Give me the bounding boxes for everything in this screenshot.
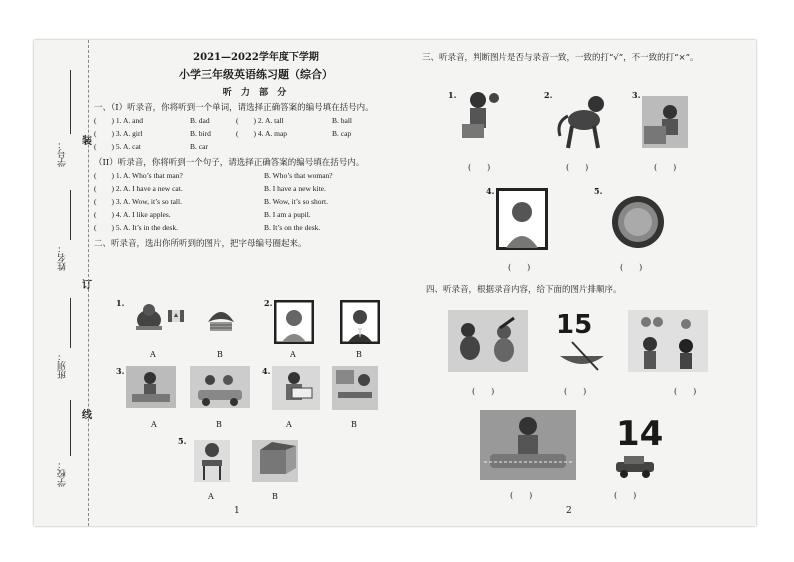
s2-5-option-b[interactable]: B bbox=[272, 492, 278, 501]
section4-heading: 四、听录音，根据录音内容，给下面的图片排顺序。 bbox=[426, 285, 622, 295]
section1-part2-heading: （II）听录音，你将听到一个句子，请选择正确答案的编号填在括号内。 bbox=[94, 158, 365, 168]
list-item: ( ) 1. A. and B. dad ( ) 2. A. tall B. ball bbox=[94, 116, 352, 125]
school-label: 学校： bbox=[58, 460, 68, 487]
exam-title: 小学三年级英语练习题（综合） bbox=[179, 68, 333, 81]
s3-num-5: 5. bbox=[594, 186, 603, 196]
cut-line bbox=[88, 40, 89, 526]
page-number-left: 1 bbox=[234, 506, 240, 516]
left-page bbox=[94, 48, 394, 250]
s3-num-1: 1. bbox=[448, 90, 457, 100]
list-item: ( ) 1. A. Who’s that man? B. Who’s that woman? bbox=[94, 171, 333, 180]
s2-boy-reading-icon bbox=[272, 366, 320, 410]
s4-girl-car-icon bbox=[480, 410, 576, 480]
s3-answer-4[interactable]: ( ) bbox=[508, 263, 531, 272]
binding-mark-2: 订 bbox=[82, 280, 92, 291]
s3-answer-3[interactable]: ( ) bbox=[654, 163, 677, 172]
s4-monkeys-icon bbox=[448, 310, 528, 372]
s4-answer-3[interactable]: ( ) bbox=[674, 387, 697, 396]
s2-box-icon bbox=[252, 440, 298, 482]
s2-num-3: 3. bbox=[116, 366, 125, 376]
exam-sheet bbox=[34, 40, 756, 526]
class-line bbox=[70, 298, 71, 348]
student-number-line bbox=[70, 70, 71, 134]
s3-num-3: 3. bbox=[632, 90, 641, 100]
section1-part2-rows bbox=[94, 169, 394, 234]
s3-answer-2[interactable]: ( ) bbox=[566, 163, 589, 172]
list-item: ( ) 4. A. I like apples. B. I am a pupil. bbox=[94, 210, 311, 219]
s4-answer-1[interactable]: ( ) bbox=[472, 387, 495, 396]
listening-part-title: 听 力 部 分 bbox=[222, 88, 290, 98]
section1-rows bbox=[94, 114, 394, 153]
binding-mark-3: 线 bbox=[82, 410, 92, 421]
s2-chair-icon bbox=[194, 440, 230, 482]
student-name-line bbox=[70, 190, 71, 240]
s2-3-option-a[interactable]: A bbox=[151, 420, 157, 429]
list-item: ( ) 2. A. I have a new cat. B. I have a new kite. bbox=[94, 184, 326, 193]
s3-answer-1[interactable]: ( ) bbox=[468, 163, 491, 172]
s2-girl-car-icon bbox=[126, 366, 176, 408]
s2-2-option-b[interactable]: B bbox=[356, 350, 362, 359]
s3-monkey-icon bbox=[554, 92, 614, 150]
s4-boys-icon bbox=[628, 310, 708, 372]
s3-num-2: 2. bbox=[544, 90, 553, 100]
page-number-right: 2 bbox=[566, 506, 572, 516]
s2-woman-portrait-icon bbox=[274, 300, 314, 344]
s2-2-option-a[interactable]: A bbox=[290, 350, 296, 359]
s2-num-1: 1. bbox=[116, 298, 125, 308]
s2-man-portrait-icon bbox=[340, 300, 380, 344]
s3-num-4: 4. bbox=[486, 186, 495, 196]
school-line bbox=[70, 400, 71, 456]
binding-margin bbox=[34, 40, 92, 526]
section1-heading: 一、（I）听录音，你将听到一个单词，请选择正确答案的编号填在括号内。 bbox=[94, 103, 374, 113]
s3-monkey-girl-icon bbox=[458, 88, 504, 142]
s2-eagle-icon bbox=[204, 302, 238, 332]
s2-1-option-a[interactable]: A bbox=[150, 350, 156, 359]
s4-number-15: 15 bbox=[556, 310, 593, 340]
right-page bbox=[422, 48, 752, 64]
s2-5-option-a[interactable]: A bbox=[208, 492, 214, 501]
s4-answer-2[interactable]: ( ) bbox=[564, 387, 587, 396]
s3-woman-portrait-icon bbox=[496, 188, 548, 250]
s2-kids-car-icon bbox=[190, 366, 250, 408]
s2-1-option-b[interactable]: B bbox=[217, 350, 223, 359]
section3-heading: 三、听录音，判断图片是否与录音一致，一致的打“√”，不一致的打“×”。 bbox=[422, 53, 699, 63]
s4-answer-4[interactable]: ( ) bbox=[510, 491, 533, 500]
student-name-label: 姓名： bbox=[58, 244, 68, 271]
list-item: ( ) 5. A. cat B. car bbox=[94, 142, 208, 151]
s3-watermelon-icon bbox=[608, 194, 668, 250]
s2-canada-flag-icon bbox=[168, 310, 184, 322]
s4-toy-car-icon bbox=[612, 454, 658, 480]
s2-num-4: 4. bbox=[262, 366, 271, 376]
s2-num-2: 2. bbox=[264, 298, 273, 308]
s2-3-option-b[interactable]: B bbox=[216, 420, 222, 429]
section2-heading: 二、听录音，选出你所听到的图片，把字母编号圈起来。 bbox=[94, 239, 307, 249]
s2-num-5: 5. bbox=[178, 436, 187, 446]
s2-desk-room-icon bbox=[332, 366, 378, 410]
s2-4-option-b[interactable]: B bbox=[351, 420, 357, 429]
binding-mark-1: 装 bbox=[82, 136, 92, 147]
list-item: ( ) 3. A. girl B. bird ( ) 4. A. map B. cap bbox=[94, 129, 352, 138]
s3-girl-desk-icon bbox=[642, 96, 688, 148]
s4-answer-5[interactable]: ( ) bbox=[614, 491, 637, 500]
list-item: ( ) 5. A. It’s in the desk. B. It’s on the desk. bbox=[94, 223, 321, 232]
s2-beaver-icon bbox=[132, 302, 166, 332]
s3-answer-5[interactable]: ( ) bbox=[620, 263, 643, 272]
student-number-label: 学号： bbox=[58, 140, 68, 167]
exam-year: 2021—2022学年度下学期 bbox=[193, 52, 319, 63]
s2-4-option-a[interactable]: A bbox=[286, 420, 292, 429]
list-item: ( ) 3. A. Wow, it’s so tall. B. Wow, it’s so short. bbox=[94, 197, 328, 206]
s4-number-14: 14 bbox=[616, 414, 664, 454]
class-label: 班别： bbox=[58, 352, 68, 379]
